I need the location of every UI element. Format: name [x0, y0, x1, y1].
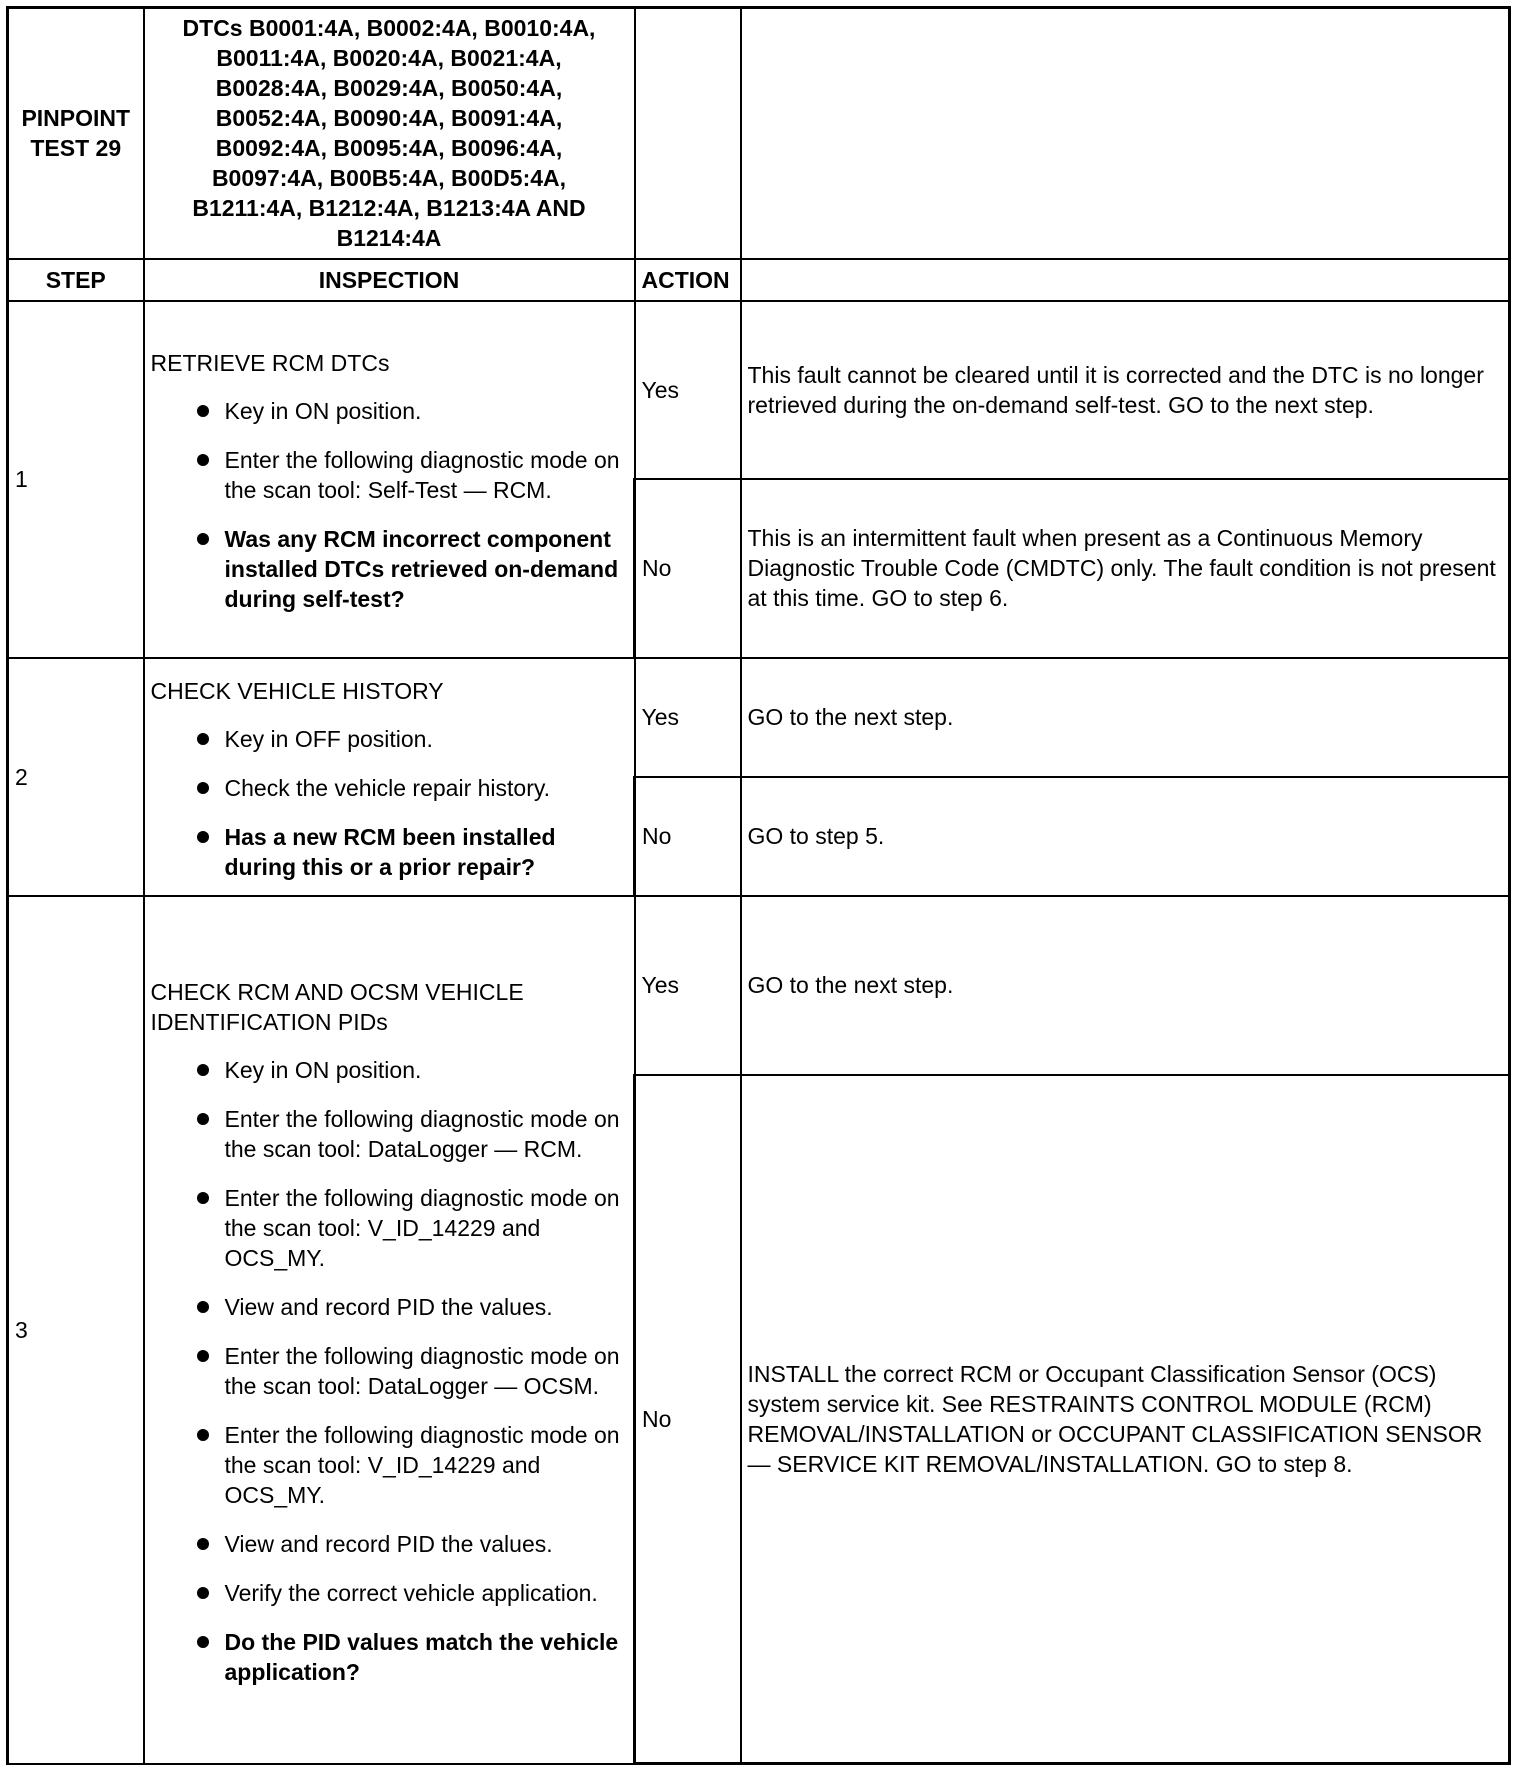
action-yes-text: GO to the next step. — [741, 896, 1510, 1075]
action-yes-label: Yes — [635, 658, 741, 777]
step-bullet-text: Key in ON position. — [224, 398, 422, 424]
step-bullet-text: Enter the following diagnostic mode on the scan tool: V_ID_14229 and OCS_MY. — [224, 1421, 620, 1508]
pinpoint-test-label: PINPOINT TEST 29 — [8, 8, 144, 259]
action-no-label: No — [635, 479, 741, 658]
action-no-text: This is an intermittent fault when present as a Continuous Memory Diagnostic Trouble Code (CMDTC) only. The fault condition is not present at this time. GO to step 6. — [741, 479, 1510, 658]
step-bullet — [151, 1104, 628, 1164]
step-number: 2 — [8, 658, 144, 896]
step-question — [151, 524, 628, 614]
bullet-dot-icon — [197, 1538, 209, 1550]
column-header-action: ACTION — [635, 259, 741, 301]
step-question-text: Was any RCM incorrect component installed DTCs retrieved on-demand during self-test? — [224, 526, 619, 612]
step-question-text: Has a new RCM been installed during this or a prior repair? — [224, 823, 556, 880]
action-no-label: No — [635, 777, 741, 896]
step-bullet — [151, 1420, 628, 1510]
header-blank-cell — [741, 8, 1510, 259]
step-question-text: Do the PID values match the vehicle application? — [224, 1628, 619, 1685]
action-no-text: INSTALL the correct RCM or Occupant Classification Sensor (OCS) system service kit. See RESTRAINTS CONTROL MODULE (RCM) REMOVAL/INSTALLATION or OCCUPANT CLASSIFICATION SENSOR — SERVICE KIT REMOVAL/INSTALLATION. GO to step 8. — [741, 1075, 1510, 1764]
step-bullet — [151, 445, 628, 505]
step-2-yes-row — [8, 658, 1510, 777]
step-bullet-text: Enter the following diagnostic mode on the scan tool: V_ID_14229 and OCS_MY. — [224, 1184, 620, 1271]
bullet-dot-icon — [197, 733, 209, 745]
bullet-dot-icon — [197, 454, 209, 466]
bullet-dot-icon — [197, 782, 209, 794]
bullet-dot-icon — [197, 831, 209, 843]
step-1-bullet-list — [151, 396, 628, 614]
action-no-label: No — [635, 1075, 741, 1764]
action-yes-label: Yes — [635, 896, 741, 1075]
step-bullet-text: Check the vehicle repair history. — [224, 774, 551, 801]
header-blank-cell — [635, 8, 741, 259]
column-header-row — [8, 259, 1510, 301]
step-bullet — [151, 1292, 628, 1322]
bullet-dot-icon — [197, 1429, 209, 1441]
step-question — [151, 1627, 628, 1687]
step-bullet-text: Enter the following diagnostic mode on the scan tool: DataLogger — RCM. — [224, 1105, 620, 1162]
action-yes-text: This fault cannot be cleared until it is corrected and the DTC is no longer retrieved during the on-demand self-test. GO to the next step. — [741, 301, 1510, 479]
pinpoint-test-table — [6, 6, 1511, 1765]
step-bullet-text: Verify the correct vehicle application. — [224, 1579, 598, 1606]
step-number: 1 — [8, 301, 144, 658]
bullet-dot-icon — [197, 1192, 209, 1204]
step-bullet-text: Enter the following diagnostic mode on the scan tool: DataLogger — OCSM. — [224, 1342, 620, 1399]
step-3-bullet-list — [151, 1055, 628, 1687]
bullet-dot-icon — [197, 1301, 209, 1313]
step-1-yes-row — [8, 301, 1510, 479]
column-header-step: STEP — [8, 259, 144, 301]
bullet-dot-icon — [197, 1113, 209, 1125]
step-2-inspection — [144, 658, 635, 896]
step-question — [151, 822, 628, 882]
step-bullet — [151, 773, 628, 803]
bullet-dot-icon — [197, 1064, 209, 1076]
step-bullet — [151, 1578, 628, 1608]
test-header-row — [8, 8, 1510, 259]
action-no-text: GO to step 5. — [741, 777, 1510, 896]
step-title: RETRIEVE RCM DTCs — [150, 350, 390, 376]
column-header-blank — [741, 259, 1510, 301]
step-bullet — [151, 396, 628, 426]
action-yes-text: GO to the next step. — [741, 658, 1510, 777]
step-bullet-text: Enter the following diagnostic mode on the scan tool: Self-Test — RCM. — [224, 447, 620, 503]
step-3-inspection — [144, 896, 635, 1764]
bullet-dot-icon — [197, 533, 209, 545]
dtc-list: DTCs B0001:4A, B0002:4A, B0010:4A, B0011:4A, B0020:4A, B0021:4A, B0028:4A, B0029:4A, B0050:4A, B0052:4A, B0090:4A, B0091:4A, B0092:4A, B0095:4A, B0096:4A, B0097:4A, B00B5:4A, B00D5:4A, B1211:4A, B1212:4A, B1213:4A AND B1214:4A — [144, 8, 635, 259]
step-3-yes-row — [8, 896, 1510, 1075]
step-title: CHECK VEHICLE HISTORY — [150, 677, 444, 704]
column-header-inspection: INSPECTION — [144, 259, 635, 301]
step-number: 3 — [8, 896, 144, 1764]
step-2-bullet-list — [151, 724, 628, 882]
bullet-dot-icon — [197, 405, 209, 417]
step-title: CHECK RCM AND OCSM VEHICLE IDENTIFICATION PIDs — [150, 978, 524, 1035]
step-bullet — [151, 1529, 628, 1559]
action-yes-label: Yes — [635, 301, 741, 479]
step-bullet — [151, 1341, 628, 1401]
step-bullet — [151, 1055, 628, 1085]
bullet-dot-icon — [197, 1350, 209, 1362]
step-bullet — [151, 1183, 628, 1273]
bullet-dot-icon — [197, 1587, 209, 1599]
step-bullet — [151, 724, 628, 754]
step-1-inspection — [144, 301, 635, 658]
step-bullet-text: View and record PID the values. — [224, 1530, 553, 1557]
step-bullet-text: Key in ON position. — [224, 1056, 422, 1083]
step-bullet-text: View and record PID the values. — [224, 1293, 553, 1320]
bullet-dot-icon — [197, 1636, 209, 1648]
step-bullet-text: Key in OFF position. — [224, 725, 433, 752]
